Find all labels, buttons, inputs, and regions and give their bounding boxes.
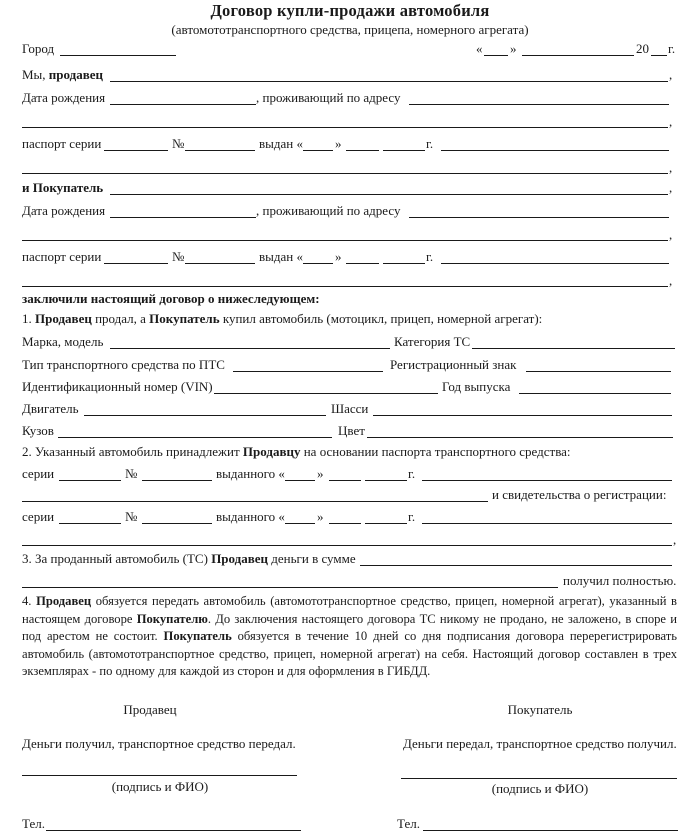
reg-plate-field[interactable] bbox=[526, 371, 671, 372]
buyer-issued-label: выдан « bbox=[259, 249, 303, 264]
year-suffix: г. bbox=[668, 41, 676, 56]
reg-issued-by-field[interactable] bbox=[422, 523, 672, 524]
body-label: Кузов bbox=[22, 423, 54, 438]
seller-phone-field[interactable] bbox=[46, 830, 301, 831]
buyer-phone-label: Тел. bbox=[397, 816, 420, 831]
seller-issued-day-field[interactable] bbox=[303, 150, 333, 151]
seller-issued-by-field[interactable] bbox=[441, 150, 669, 151]
reg-number-label: № bbox=[125, 509, 138, 524]
date-day-field[interactable] bbox=[484, 55, 508, 56]
section1-seller: Продавец bbox=[35, 311, 92, 326]
buyer-signature-statement: Деньги передал, транспортное средство получил. bbox=[403, 736, 677, 751]
category-field[interactable] bbox=[472, 348, 675, 349]
buyer-birth-field[interactable] bbox=[110, 217, 256, 218]
reg-series-label: серии bbox=[22, 509, 55, 524]
seller-number-label: № bbox=[172, 136, 185, 151]
date-open-quote: « bbox=[476, 41, 483, 56]
pts-close-quote: » bbox=[317, 466, 324, 481]
section4-buyer-dative: Покупателю bbox=[136, 611, 208, 626]
pts-issued-year-field[interactable] bbox=[365, 480, 407, 481]
seller-name-comma: , bbox=[669, 67, 673, 82]
buyer-issued-comma: , bbox=[669, 273, 673, 288]
seller-passport-series-field[interactable] bbox=[104, 150, 168, 151]
pts-series-field[interactable] bbox=[59, 480, 121, 481]
chassis-label: Шасси bbox=[331, 401, 369, 416]
seller-role: продавец bbox=[48, 67, 103, 82]
buyer-address-comma: , bbox=[669, 227, 673, 242]
buyer-signature-title: Покупатель bbox=[507, 702, 573, 717]
reg-series-field[interactable] bbox=[59, 523, 121, 524]
buyer-address-field-2[interactable] bbox=[22, 240, 668, 241]
section3-seller: Продавец bbox=[211, 551, 269, 566]
seller-signature-title: Продавец bbox=[123, 702, 177, 717]
section4-paragraph bbox=[22, 593, 677, 681]
buyer-issued-month-field[interactable] bbox=[346, 263, 379, 264]
seller-address-field-2[interactable] bbox=[22, 127, 668, 128]
section3-intro bbox=[22, 551, 356, 567]
buyer-intro bbox=[22, 180, 103, 196]
city-label: Город bbox=[22, 41, 55, 56]
seller-address-label: , проживающий по адресу bbox=[256, 90, 401, 105]
category-label: Категория ТС bbox=[394, 334, 471, 349]
seller-phone-label: Тел. bbox=[22, 816, 45, 831]
pts-issued-by-field-2[interactable] bbox=[22, 501, 488, 502]
seller-passport-number-field[interactable] bbox=[185, 150, 255, 151]
seller-name-field[interactable] bbox=[110, 81, 668, 82]
seller-year-label: г. bbox=[426, 136, 434, 151]
seller-intro-prefix: Мы, bbox=[22, 67, 46, 82]
registration-label: и свидетельства о регистрации: bbox=[492, 487, 667, 502]
buyer-issued-year-field[interactable] bbox=[383, 263, 425, 264]
seller-signature-statement: Деньги получил, транспортное средство передал. bbox=[22, 736, 296, 751]
chassis-field[interactable] bbox=[373, 415, 672, 416]
reg-issued-label: выданного « bbox=[216, 509, 285, 524]
seller-signature-caption: (подпись и ФИО) bbox=[111, 779, 209, 794]
seller-issued-close-quote: » bbox=[335, 136, 342, 151]
buyer-passport-number-field[interactable] bbox=[185, 263, 255, 264]
section3-prefix: 3. За проданный автомобиль (ТС) bbox=[22, 551, 208, 566]
seller-address-field[interactable] bbox=[409, 104, 669, 105]
seller-address-comma: , bbox=[669, 114, 673, 129]
section4-text-1: обязуется передать автомобиль (автомототранспортное средство, прицеп, номерной агрегат), указанный в настоящем договоре bbox=[22, 594, 677, 626]
color-label: Цвет bbox=[338, 423, 365, 438]
buyer-issued-by-field-2[interactable] bbox=[22, 286, 668, 287]
reg-plate-label: Регистрационный знак bbox=[390, 357, 517, 372]
amount-words-field[interactable] bbox=[22, 587, 558, 588]
section1-intro bbox=[22, 311, 542, 327]
section4-text-3: обязуется в течение 10 дней со дня подписания договора перерегистрировать автомобиль (автомототранспортное средство, прицеп, номерной агрегат) на себя. Настоящий договор составлен в трех экземплярах - по одному для каждой из сторон и для оформления в ГИБДД. bbox=[22, 629, 677, 679]
vin-field[interactable] bbox=[214, 393, 438, 394]
agreement-heading: заключили настоящий договор о нижеследующем: bbox=[22, 291, 320, 306]
section2-suffix: на основании паспорта транспортного средства: bbox=[303, 444, 571, 459]
section1-middle: продал, а bbox=[95, 311, 146, 326]
seller-issued-comma: , bbox=[669, 160, 673, 175]
buyer-number-label: № bbox=[172, 249, 185, 264]
pts-issued-month-field[interactable] bbox=[329, 480, 361, 481]
buyer-signature-field[interactable] bbox=[401, 778, 677, 779]
document-subtitle: (автомототранспортного средства, прицепа, номерного агрегата) bbox=[171, 22, 529, 37]
seller-issued-month-field[interactable] bbox=[346, 150, 379, 151]
reg-number-field[interactable] bbox=[142, 523, 212, 524]
body-field[interactable] bbox=[58, 437, 332, 438]
vehicle-type-field[interactable] bbox=[233, 371, 383, 372]
date-month-field[interactable] bbox=[522, 55, 634, 56]
section2-prefix: 2. Указанный автомобиль принадлежит bbox=[22, 444, 240, 459]
buyer-issued-close-quote: » bbox=[335, 249, 342, 264]
section4-number: 4. bbox=[22, 594, 32, 608]
engine-field[interactable] bbox=[84, 415, 326, 416]
pts-number-label: № bbox=[125, 466, 138, 481]
seller-birth-label: Дата рождения bbox=[22, 90, 106, 105]
section1-buyer: Покупатель bbox=[149, 311, 220, 326]
pts-issued-by-field[interactable] bbox=[422, 480, 672, 481]
section1-suffix: купил автомобиль (мотоцикл, прицеп, номерной агрегат): bbox=[222, 311, 543, 326]
manufacture-year-field[interactable] bbox=[519, 393, 671, 394]
section1-prefix: 1. bbox=[22, 311, 32, 326]
buyer-issued-day-field[interactable] bbox=[303, 263, 333, 264]
vin-label: Идентификационный номер (VIN) bbox=[22, 379, 213, 394]
pts-issued-label: выданного « bbox=[216, 466, 285, 481]
section2-intro bbox=[22, 444, 571, 460]
pts-series-label: серии bbox=[22, 466, 55, 481]
make-model-field[interactable] bbox=[110, 348, 390, 349]
section4-seller: Продавец bbox=[36, 594, 92, 608]
buyer-phone-field[interactable] bbox=[423, 830, 678, 831]
seller-issued-label: выдан « bbox=[259, 136, 303, 151]
pts-issued-day-field[interactable] bbox=[285, 480, 315, 481]
document-title: Договор купли-продажи автомобиля bbox=[210, 1, 490, 20]
buyer-role: Покупатель bbox=[32, 180, 104, 195]
date-year-field[interactable] bbox=[651, 55, 667, 56]
pts-number-field[interactable] bbox=[142, 480, 212, 481]
make-model-label: Марка, модель bbox=[22, 334, 104, 349]
city-field[interactable] bbox=[60, 55, 176, 56]
section3-suffix: деньги в сумме bbox=[271, 551, 356, 566]
seller-birth-field[interactable] bbox=[110, 104, 256, 105]
reg-issued-year-field[interactable] bbox=[365, 523, 407, 524]
year-label: Год выпуска bbox=[442, 379, 511, 394]
buyer-intro-prefix: и bbox=[22, 180, 30, 195]
seller-issued-by-field-2[interactable] bbox=[22, 173, 668, 174]
buyer-passport-series-field[interactable] bbox=[104, 263, 168, 264]
buyer-birth-label: Дата рождения bbox=[22, 203, 106, 218]
buyer-name-comma: , bbox=[669, 180, 673, 195]
received-fully-label: получил полностью. bbox=[563, 573, 677, 588]
section4-buyer: Покупатель bbox=[163, 629, 232, 644]
section4-text-2: . До заключения настоящего договора ТС никому не продано, не заложено, в споре и под арестом не состоит. bbox=[22, 611, 677, 644]
pts-year-label: г. bbox=[408, 466, 416, 481]
buyer-name-field[interactable] bbox=[110, 194, 668, 195]
reg-issued-comma: , bbox=[673, 532, 677, 547]
engine-label: Двигатель bbox=[22, 401, 79, 416]
year-prefix: 20 bbox=[636, 41, 649, 56]
buyer-passport-label: паспорт серии bbox=[22, 249, 102, 264]
reg-issued-month-field[interactable] bbox=[329, 523, 361, 524]
buyer-signature-caption: (подпись и ФИО) bbox=[491, 781, 589, 796]
reg-year-label: г. bbox=[408, 509, 416, 524]
seller-signature-field[interactable] bbox=[22, 775, 297, 776]
buyer-address-label: , проживающий по адресу bbox=[256, 203, 401, 218]
reg-close-quote: » bbox=[317, 509, 324, 524]
date-close-quote: » bbox=[510, 41, 517, 56]
seller-intro bbox=[22, 67, 103, 83]
buyer-issued-by-field[interactable] bbox=[441, 263, 669, 264]
buyer-year-label: г. bbox=[426, 249, 434, 264]
color-field[interactable] bbox=[367, 437, 673, 438]
section2-seller: Продавцу bbox=[242, 444, 301, 459]
amount-field[interactable] bbox=[360, 565, 672, 566]
vehicle-type-label: Тип транспортного средства по ПТС bbox=[22, 357, 225, 372]
reg-issued-by-field-2[interactable] bbox=[22, 545, 672, 546]
seller-issued-year-field[interactable] bbox=[383, 150, 425, 151]
buyer-address-field[interactable] bbox=[409, 217, 669, 218]
seller-passport-label: паспорт серии bbox=[22, 136, 102, 151]
reg-issued-day-field[interactable] bbox=[285, 523, 315, 524]
